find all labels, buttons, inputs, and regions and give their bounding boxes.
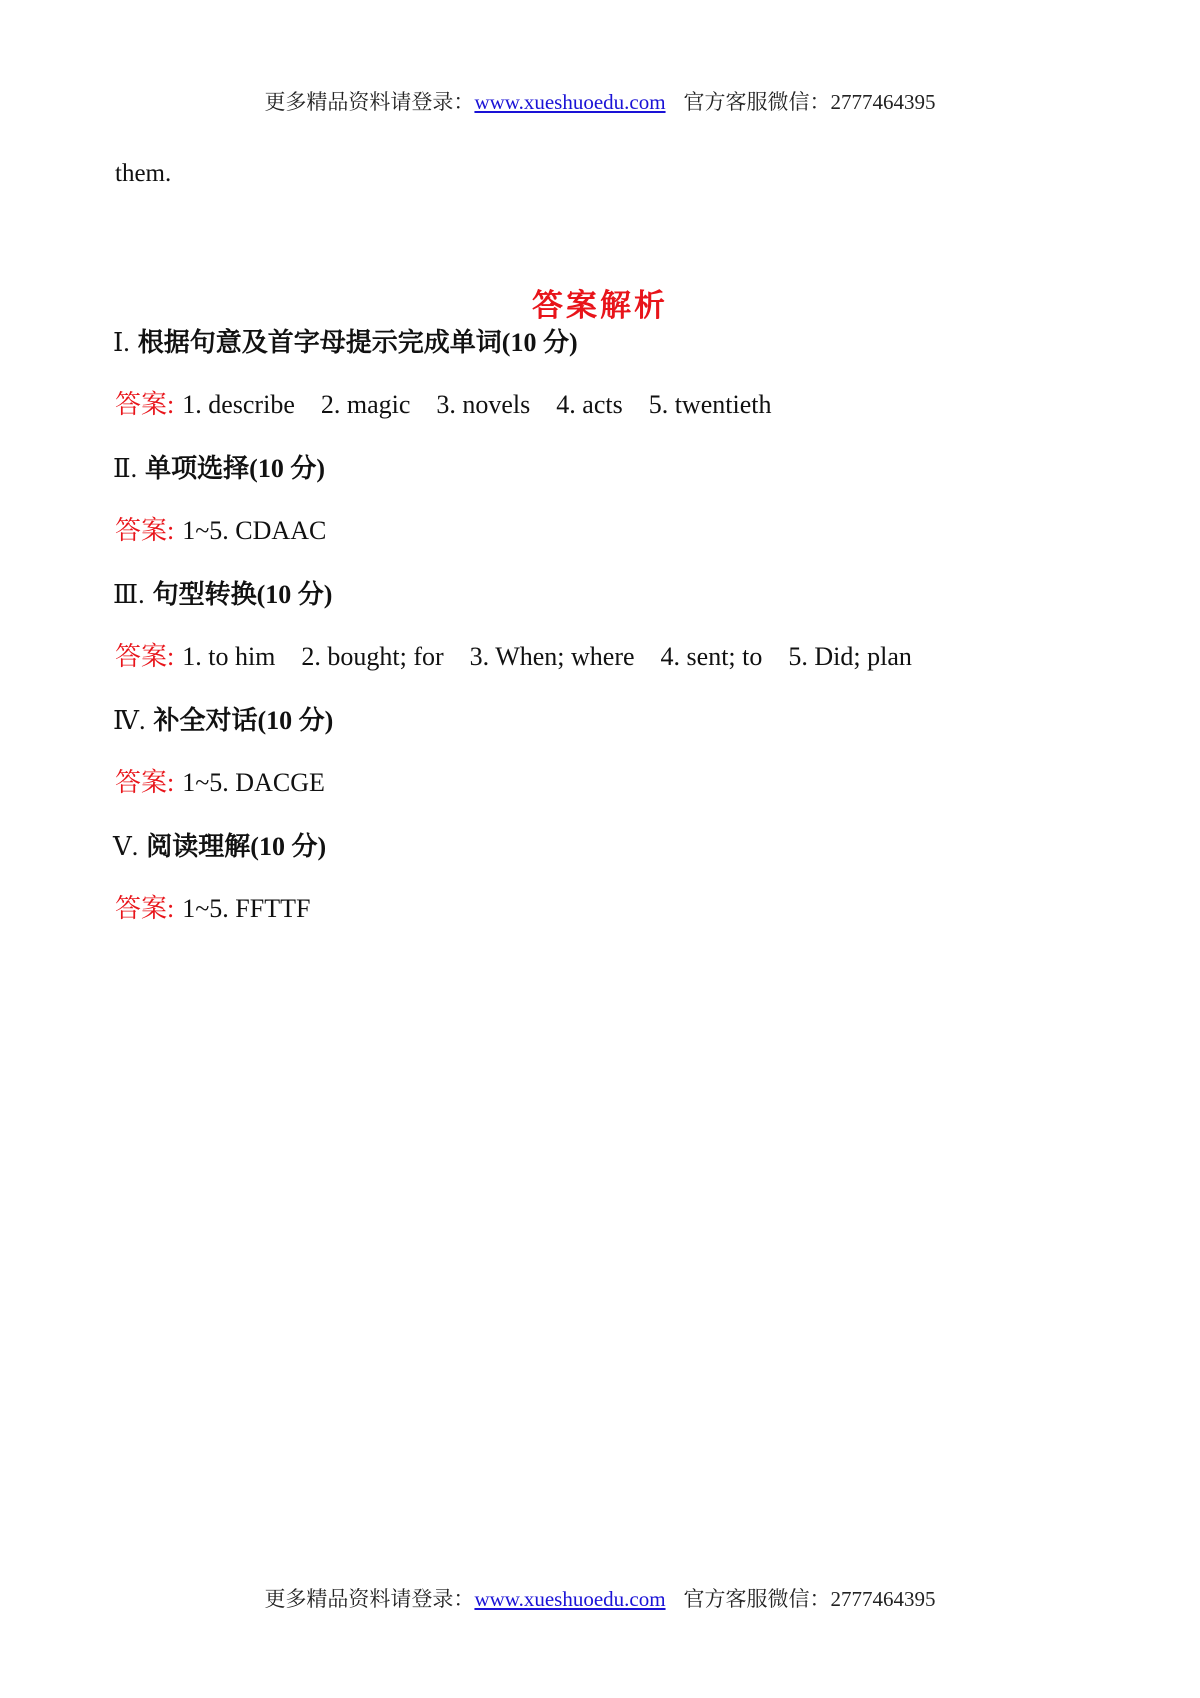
answer-label: 答案: (115, 390, 175, 419)
answer-item: 1. describe (182, 390, 295, 419)
continuation-text: them. (115, 160, 172, 187)
answer-line-3 (115, 636, 938, 673)
section-heading-3 (113, 574, 332, 611)
page-header (0, 86, 1200, 116)
answer-line-4 (115, 762, 351, 799)
answer-line-1 (115, 384, 797, 421)
answer-label: 答案: (115, 642, 175, 671)
section-title: 单项选择(10 分) (145, 454, 325, 483)
answer-item: 4. acts (556, 390, 623, 419)
answer-item: 3. novels (436, 390, 531, 419)
section-numeral: Ⅱ. (113, 454, 138, 483)
section-title: 补全对话(10 分) (153, 706, 334, 735)
footer-website-link[interactable]: www.xueshuoedu.com (474, 1587, 666, 1611)
answer-item: 1~5. CDAAC (182, 516, 327, 545)
section-numeral: Ⅰ. (113, 328, 130, 357)
footer-contact: 官方客服微信：2777464395 (683, 1587, 936, 1611)
answer-line-5 (115, 888, 336, 925)
answer-item: 3. When; where (469, 642, 635, 671)
answer-item: 2. magic (320, 390, 411, 419)
answer-item: 5. Did; plan (788, 642, 912, 671)
answer-item: 1~5. DACGE (182, 768, 325, 797)
header-website-link[interactable]: www.xueshuoedu.com (474, 90, 666, 114)
answer-item: 1. to him (182, 642, 276, 671)
page-footer (0, 1583, 1200, 1613)
answer-label: 答案: (115, 768, 175, 797)
answer-title: 答案解析 (532, 288, 668, 323)
section-heading-2 (113, 448, 325, 485)
answer-line-2 (115, 510, 352, 547)
answer-label: 答案: (115, 894, 175, 923)
section-numeral: Ⅲ. (113, 580, 145, 609)
section-title: 句型转换(10 分) (152, 580, 333, 609)
section-heading-5 (113, 826, 326, 863)
header-contact: 官方客服微信：2777464395 (683, 90, 936, 114)
footer-prefix: 更多精品资料请登录： (264, 1587, 475, 1611)
section-numeral: Ⅴ. (113, 832, 139, 861)
answer-item: 2. bought; for (301, 642, 444, 671)
answer-label: 答案: (115, 516, 175, 545)
section-heading-1 (113, 322, 578, 359)
section-numeral: Ⅳ. (113, 706, 146, 735)
section-title: 阅读理解(10 分) (146, 832, 327, 861)
answer-item: 1~5. FFTTF (182, 894, 311, 923)
header-prefix: 更多精品资料请登录： (264, 90, 475, 114)
answer-item: 5. twentieth (648, 390, 772, 419)
answer-item: 4. sent; to (660, 642, 763, 671)
section-title: 根据句意及首字母提示完成单词(10 分) (137, 328, 578, 357)
section-heading-4 (113, 700, 333, 737)
